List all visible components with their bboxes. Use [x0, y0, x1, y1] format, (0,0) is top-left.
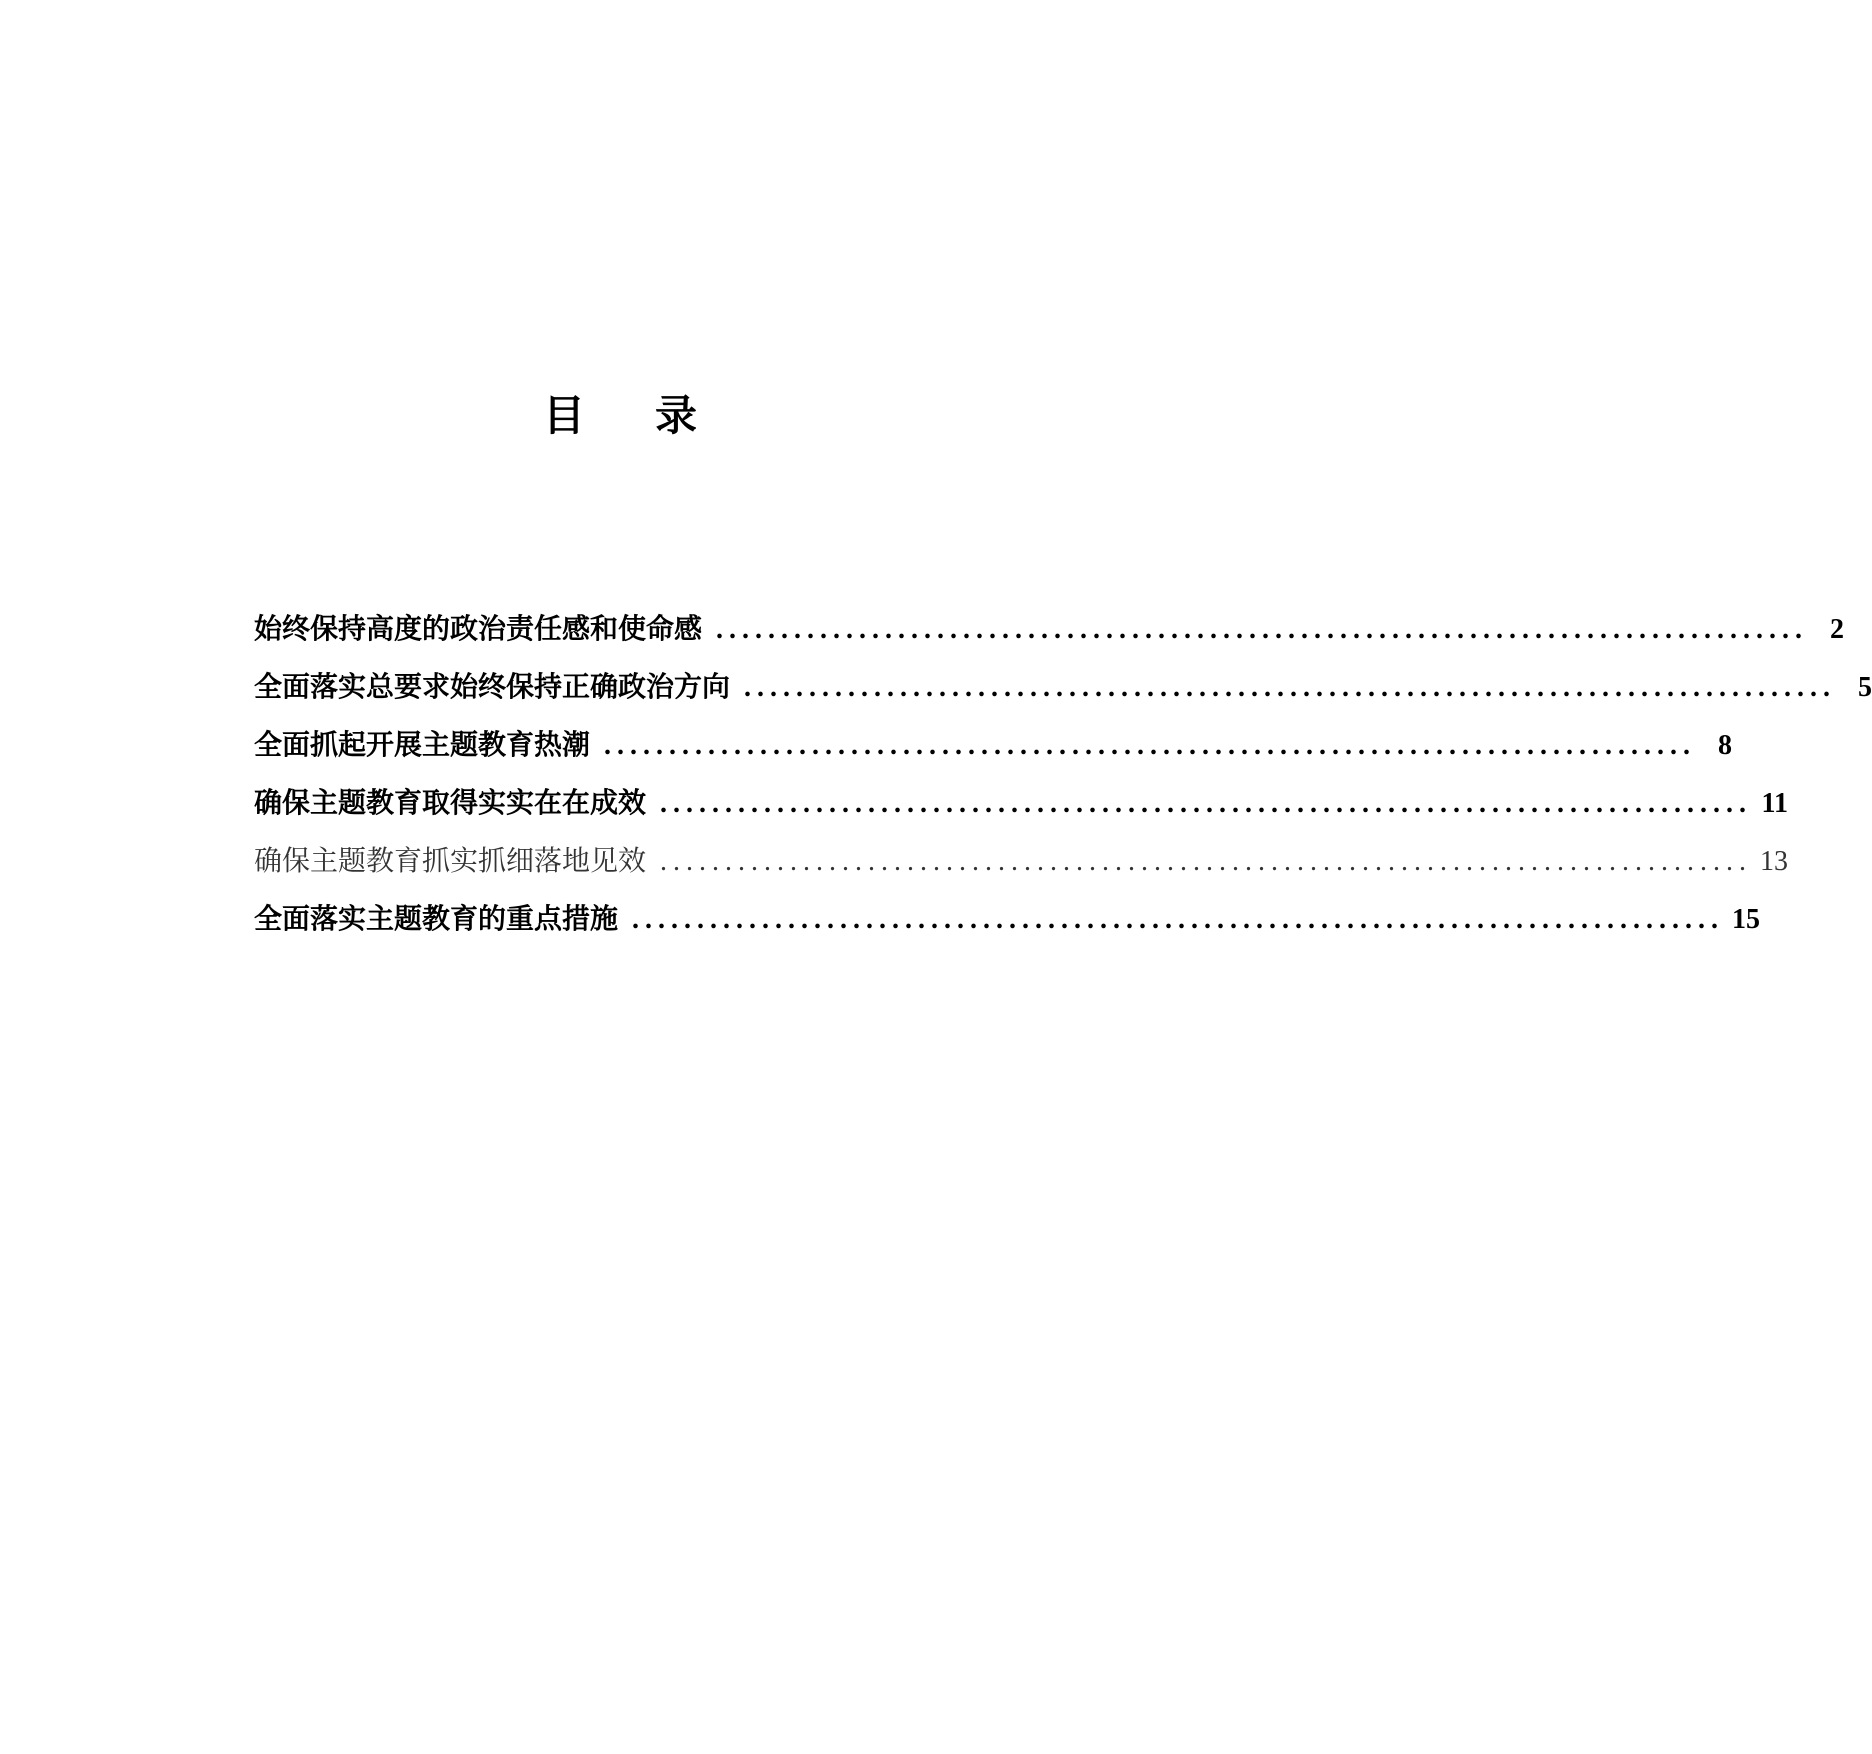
toc-entry[interactable] [254, 774, 1789, 832]
toc-dot-leader: .................................................................................... [744, 672, 1837, 703]
toc-heading-char-1: 目 [542, 391, 585, 440]
toc-entry-page: 15 [1732, 904, 1761, 935]
toc-entry-title: 全面落实总要求始终保持正确政治方向 [254, 670, 731, 703]
toc-entry[interactable] [254, 832, 1789, 890]
toc-entry[interactable] [254, 600, 1845, 658]
toc-entry[interactable] [254, 716, 1733, 774]
toc-dot-leader: .................................................................................... [632, 904, 1725, 935]
toc-heading-char-2: 录 [655, 391, 698, 440]
toc-entry[interactable] [254, 890, 1761, 948]
toc-entry-page: 11 [1761, 788, 1789, 819]
toc-list [254, 600, 1872, 948]
toc-entry-page: 8 [1718, 730, 1733, 761]
toc-entry-title: 全面抓起开展主题教育热潮 [254, 728, 591, 761]
toc-entry-page: 5 [1858, 672, 1872, 703]
toc-entry-title: 始终保持高度的政治责任感和使命感 [254, 612, 703, 645]
toc-dot-leader: .................................................................................... [604, 730, 1697, 761]
toc-heading [0, 386, 1240, 446]
toc-dot-leader: .................................................................................... [716, 614, 1809, 645]
toc-entry-page: 2 [1830, 614, 1845, 645]
toc-entry-title: 确保主题教育抓实抓细落地见效 [254, 844, 647, 877]
toc-entry-page: 13 [1760, 846, 1789, 877]
toc-dot-leader: .................................................................................... [660, 788, 1753, 819]
toc-entry[interactable] [254, 658, 1872, 716]
toc-entry-title: 全面落实主题教育的重点措施 [254, 902, 619, 935]
toc-entry-title: 确保主题教育取得实实在在成效 [254, 786, 647, 819]
toc-dot-leader: .................................................................................... [660, 846, 1753, 877]
